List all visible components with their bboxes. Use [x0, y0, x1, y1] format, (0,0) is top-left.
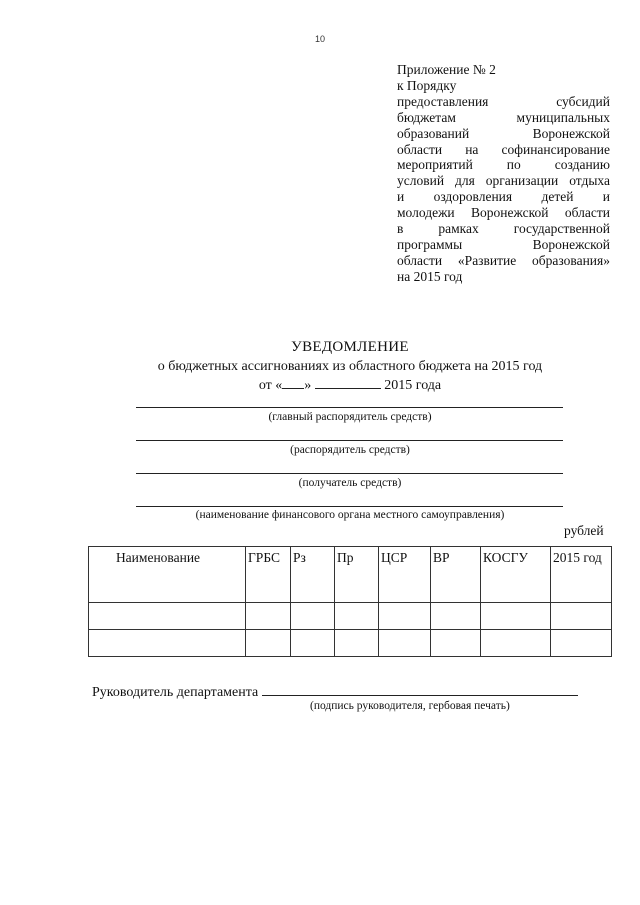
- manager-line[interactable]: [136, 440, 563, 441]
- table-cell[interactable]: [291, 630, 335, 657]
- recipient-line[interactable]: [136, 473, 563, 474]
- table-cell[interactable]: [481, 630, 551, 657]
- finance-body-caption: (наименование финансового органа местного самоуправления): [195, 509, 505, 521]
- table-cell[interactable]: [246, 630, 291, 657]
- recipient-caption: (получатель средств): [298, 477, 402, 489]
- date-line: [0, 376, 640, 394]
- chief-manager-line[interactable]: [136, 407, 563, 408]
- appendix-line: условий для организации отдыха: [397, 173, 610, 189]
- appendix-line: в рамках государственной: [397, 221, 610, 237]
- appendix-line: области на софинансирование: [397, 141, 610, 157]
- table-cell[interactable]: [335, 603, 379, 630]
- column-header-csr: ЦСР: [379, 547, 431, 603]
- appendix-line: образований Воронежской: [397, 125, 610, 141]
- table-cell[interactable]: [431, 603, 481, 630]
- signature-line: [92, 683, 578, 701]
- column-header-kosgu: КОСГУ: [481, 547, 551, 603]
- appendix-line: бюджетам муниципальных: [397, 109, 610, 125]
- column-header-rz: Рз: [291, 547, 335, 603]
- signature-caption: (подпись руководителя, гербовая печать): [310, 700, 510, 712]
- table-cell[interactable]: [481, 603, 551, 630]
- currency-label: рублей: [564, 523, 604, 538]
- table-cell[interactable]: [431, 630, 481, 657]
- table-cell[interactable]: [89, 603, 246, 630]
- column-header-pr: Пр: [335, 547, 379, 603]
- appendix-line: и оздоровления детей и: [397, 189, 610, 205]
- table-cell[interactable]: [291, 603, 335, 630]
- table-row: [89, 603, 612, 630]
- appendix-line: программы Воронежской: [397, 236, 610, 252]
- appendix-line: к Порядку: [397, 77, 457, 93]
- table-cell[interactable]: [379, 630, 431, 657]
- date-suffix: 2015 года: [384, 378, 442, 393]
- column-header-grbs: ГРБС: [246, 547, 291, 603]
- table-cell[interactable]: [89, 630, 246, 657]
- document-subtitle: о бюджетных ассигнованиях из областного бюджета на 2015 год: [157, 359, 543, 374]
- table-row: [89, 630, 612, 657]
- table-cell[interactable]: [335, 630, 379, 657]
- appendix-line: области «Развитие образования»: [397, 252, 610, 268]
- date-prefix: от «: [258, 378, 283, 393]
- table-cell[interactable]: [246, 603, 291, 630]
- table-cell[interactable]: [551, 603, 612, 630]
- appendix-block: [397, 62, 610, 285]
- signature-label: Руководитель департамента: [92, 685, 259, 700]
- date-mid: »: [304, 378, 312, 393]
- appendix-line: молодежи Воронежской области: [397, 205, 610, 221]
- appendix-line: мероприятий по созданию: [397, 157, 610, 173]
- column-header-2015: 2015 год: [551, 547, 612, 603]
- appendix-line: на 2015 год: [397, 268, 463, 284]
- appendix-line: предоставления субсидий: [397, 93, 610, 109]
- appendix-line: Приложение № 2: [397, 62, 496, 77]
- month-blank[interactable]: [315, 376, 381, 389]
- table-cell[interactable]: [379, 603, 431, 630]
- column-header-name: Наименование: [89, 547, 246, 603]
- day-blank[interactable]: [282, 376, 304, 389]
- document-title: УВЕДОМЛЕНИЕ: [291, 339, 409, 355]
- chief-manager-caption: (главный распорядитель средств): [268, 411, 432, 423]
- page-number: 10: [314, 34, 325, 44]
- finance-body-line[interactable]: [136, 506, 563, 507]
- signature-blank[interactable]: [262, 683, 578, 696]
- column-header-vr: ВР: [431, 547, 481, 603]
- allocation-table: [88, 546, 612, 657]
- manager-caption: (распорядитель средств): [290, 444, 410, 456]
- table-header-row: [89, 547, 612, 603]
- table-cell[interactable]: [551, 630, 612, 657]
